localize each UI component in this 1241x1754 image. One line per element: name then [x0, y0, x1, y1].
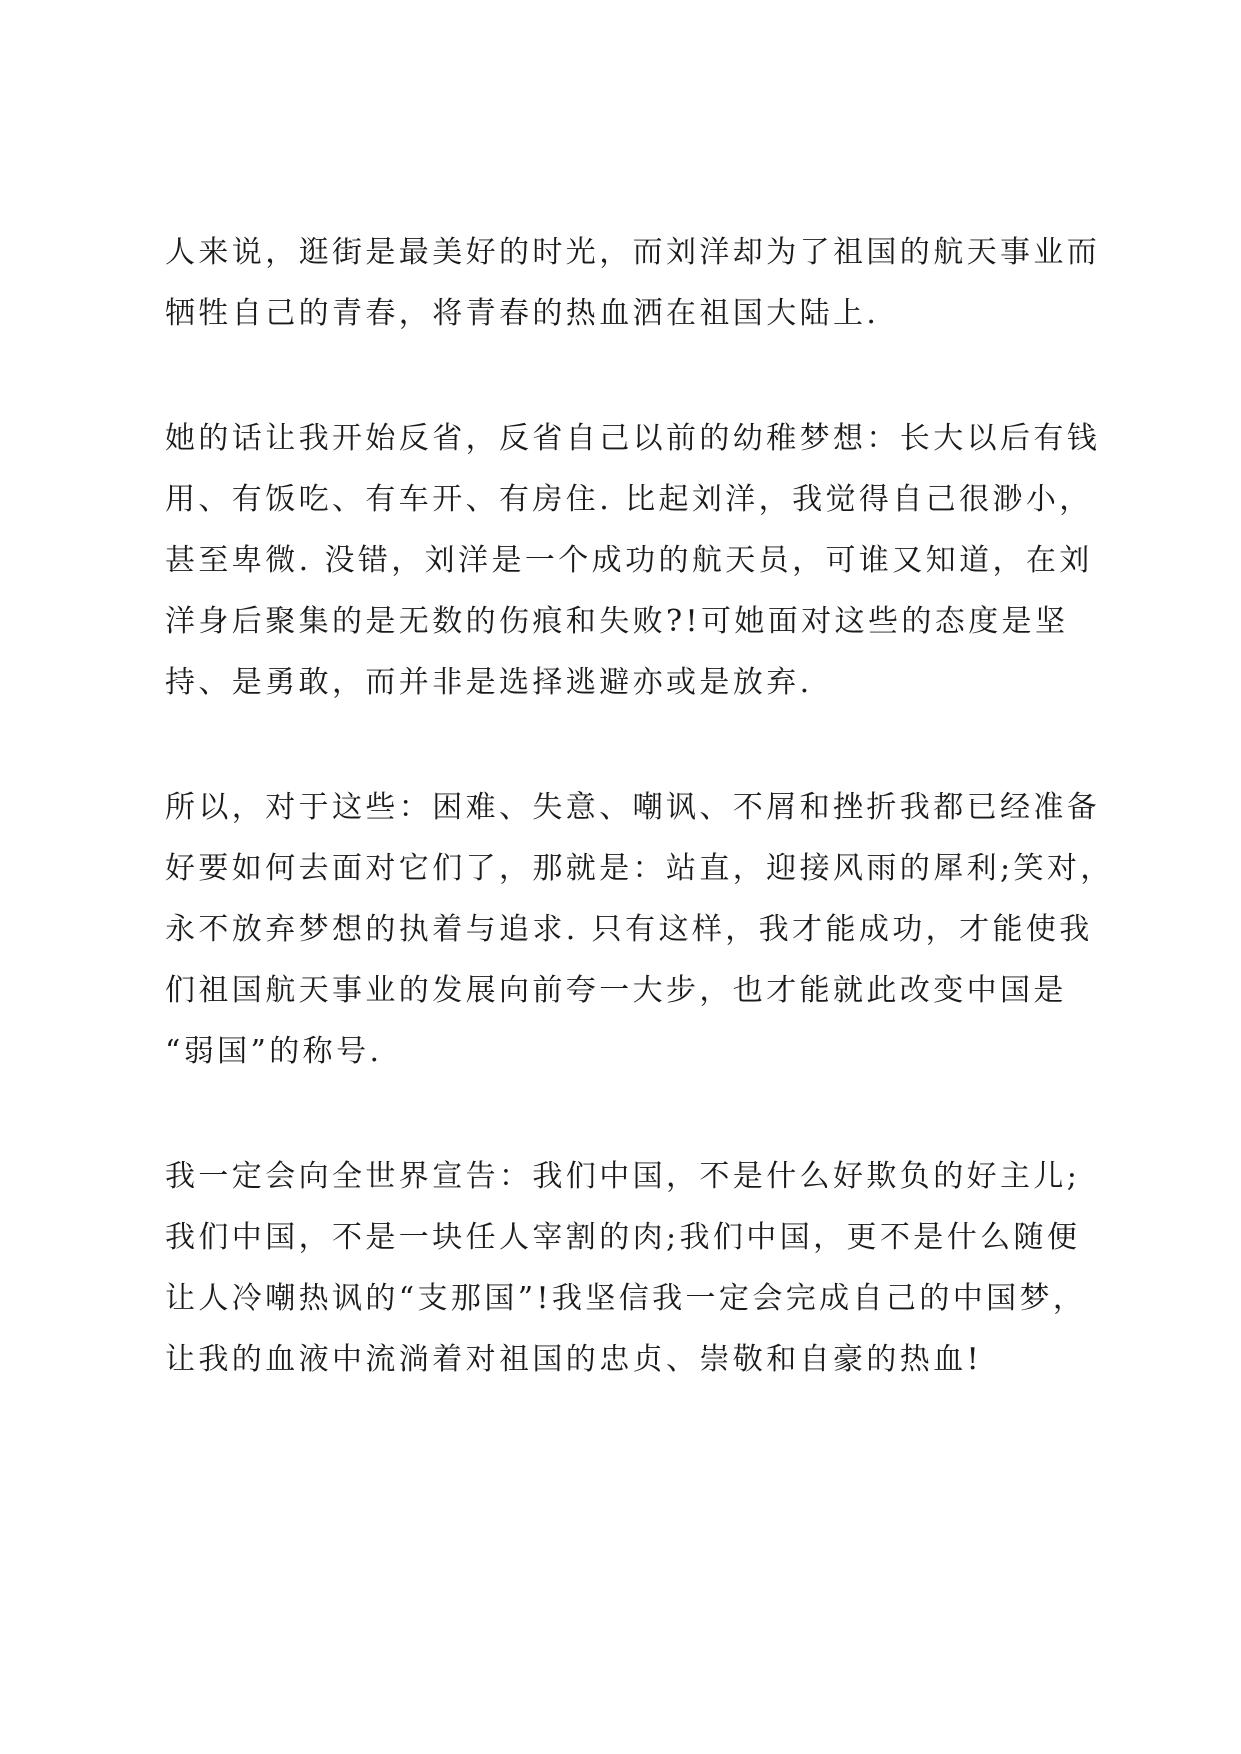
paragraph-line: 让人冷嘲热讽的“支那国”!我坚信我一定会完成自己的中国梦，: [165, 1281, 1087, 1316]
paragraph-line: 让我的血液中流淌着对祖国的忠贞、崇敬和自豪的热血!: [165, 1342, 983, 1377]
paragraph-line: 洋身后聚集的是无数的伤痕和失败?!可她面对这些的态度是坚: [165, 604, 1069, 639]
paragraph-1: [165, 222, 1101, 344]
paragraph-line: “弱国”的称号.: [165, 1034, 383, 1069]
paragraph-line: 用、有饭吃、有车开、有房住. 比起刘洋，我觉得自己很渺小，: [165, 482, 1093, 517]
paragraph-line: 我一定会向全世界宣告：我们中国，不是什么好欺负的好主儿;: [165, 1159, 1081, 1194]
paragraph-line: 们祖国航天事业的发展向前夸一大步，也才能就此改变中国是: [165, 973, 1067, 1008]
paragraph-line: 人来说，逛街是最美好的时光，而刘洋却为了祖国的航天事业而: [165, 235, 1101, 270]
paragraph-line: 甚至卑微. 没错，刘洋是一个成功的航天员，可谁又知道，在刘: [165, 543, 1093, 578]
paragraph-line: 牺牲自己的青春，将青春的热血洒在祖国大陆上.: [165, 296, 880, 331]
paragraph-line: 我们中国，不是一块任人宰割的肉;我们中国，更不是什么随便: [165, 1220, 1081, 1255]
document-body: [165, 222, 1114, 1454]
paragraph-line: 持、是勇敢，而并非是选择逃避亦或是放弃.: [165, 665, 813, 700]
paragraph-2: [165, 408, 1101, 713]
paragraph-line: 好要如何去面对它们了，那就是：站直，迎接风雨的犀利;笑对，: [165, 851, 1114, 886]
paragraph-3: [165, 777, 1114, 1082]
paragraph-line: 所以，对于这些：困难、失意、嘲讽、不屑和挫折我都已经准备: [165, 790, 1101, 825]
paragraph-line: 她的话让我开始反省，反省自己以前的幼稚梦想：长大以后有钱: [165, 421, 1101, 456]
paragraph-line: 永不放弃梦想的执着与追求. 只有这样，我才能成功，才能使我: [165, 912, 1093, 947]
paragraph-4: [165, 1146, 1095, 1390]
